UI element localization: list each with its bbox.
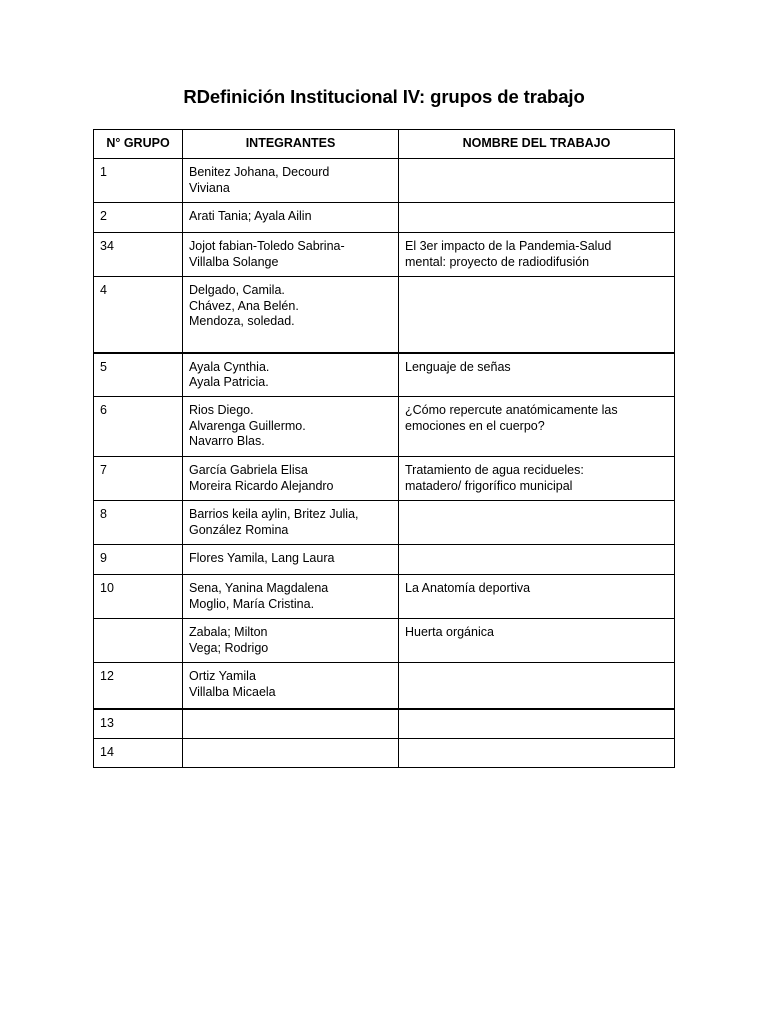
- work-name-line: emociones en el cuerpo?: [405, 418, 545, 433]
- group-number: 9: [100, 551, 107, 565]
- work-name-line: El 3er impacto de la Pandemia-Salud: [405, 239, 612, 253]
- members-cell: [183, 203, 399, 233]
- members-cell: [183, 457, 399, 501]
- member-line: Benitez Johana, Decourd: [189, 165, 330, 179]
- members-cell: [183, 709, 399, 739]
- document-title: RDefinición Institucional IV: grupos de trabajo: [183, 86, 585, 107]
- table-row: [94, 663, 675, 709]
- member-line: Moglio, María Cristina.: [189, 596, 315, 611]
- table-row: [94, 709, 675, 739]
- members-cell: [183, 397, 399, 457]
- member-line: García Gabriela Elisa: [189, 463, 308, 477]
- table-row: [94, 397, 675, 457]
- work-name-line: La Anatomía deportiva: [405, 581, 531, 595]
- member-line: Viviana: [189, 180, 230, 195]
- group-number-cell: [94, 545, 183, 575]
- group-number-cell: [94, 663, 183, 709]
- work-name-line: Huerta orgánica: [405, 625, 494, 639]
- group-number-cell: [94, 457, 183, 501]
- member-line: Rios Diego.: [189, 403, 254, 417]
- work-name-cell: [399, 739, 675, 768]
- member-line: Jojot fabian-Toledo Sabrina-: [189, 239, 345, 253]
- group-number-cell: [94, 739, 183, 768]
- members-cell: [183, 739, 399, 768]
- group-number-cell: [94, 575, 183, 619]
- member-line: González Romina: [189, 522, 289, 537]
- member-line: Navarro Blas.: [189, 434, 265, 448]
- table-row: [94, 277, 675, 353]
- header-members: INTEGRANTES: [183, 130, 399, 159]
- table-row: [94, 545, 675, 575]
- work-name-cell: [399, 277, 675, 353]
- member-line: Villalba Solange: [189, 254, 279, 269]
- work-name-cell: [399, 663, 675, 709]
- group-number: 34: [100, 239, 114, 253]
- work-name-line: ¿Cómo repercute anatómicamente las: [405, 403, 618, 417]
- header-work-name: NOMBRE DEL TRABAJO: [399, 130, 675, 159]
- member-line: Ortiz Yamila: [189, 669, 256, 683]
- work-name-cell: [399, 457, 675, 501]
- member-line: Moreira Ricardo Alejandro: [189, 478, 334, 493]
- member-line: Mendoza, soledad.: [189, 314, 295, 328]
- member-line: Sena, Yanina Magdalena: [189, 581, 329, 595]
- work-name-cell: [399, 545, 675, 575]
- work-name-cell: [399, 619, 675, 663]
- member-line: Barrios keila aylin, Britez Julia,: [189, 507, 359, 521]
- members-cell: [183, 277, 399, 353]
- work-name-cell: [399, 397, 675, 457]
- table-header-row: [94, 130, 675, 159]
- group-number-cell: [94, 501, 183, 545]
- member-line: Arati Tania; Ayala Ailin: [189, 209, 312, 223]
- groups-table: [93, 129, 675, 768]
- work-name-cell: [399, 709, 675, 739]
- group-number-cell: [94, 619, 183, 663]
- group-number-cell: [94, 233, 183, 277]
- group-number-cell: [94, 203, 183, 233]
- group-number-cell: [94, 159, 183, 203]
- group-number-cell: [94, 353, 183, 397]
- group-number-cell: [94, 277, 183, 353]
- group-number: 7: [100, 463, 107, 477]
- members-cell: [183, 619, 399, 663]
- work-name-cell: [399, 501, 675, 545]
- work-name-cell: [399, 353, 675, 397]
- work-name-cell: [399, 575, 675, 619]
- work-name-line: Lenguaje de señas: [405, 359, 511, 374]
- table-row: [94, 457, 675, 501]
- table-row: [94, 739, 675, 768]
- member-line: Alvarenga Guillermo.: [189, 418, 306, 433]
- group-number: 5: [100, 359, 107, 374]
- group-number: 4: [100, 283, 107, 297]
- members-cell: [183, 575, 399, 619]
- members-cell: [183, 545, 399, 575]
- member-line: Chávez, Ana Belén.: [189, 298, 299, 313]
- work-name-cell: [399, 203, 675, 233]
- table-row: [94, 501, 675, 545]
- table-row: [94, 159, 675, 203]
- member-line: Flores Yamila, Lang Laura: [189, 551, 335, 565]
- member-line: Ayala Patricia.: [189, 375, 269, 389]
- work-name-cell: [399, 233, 675, 277]
- group-number: 1: [100, 165, 107, 179]
- group-number: 12: [100, 669, 114, 683]
- members-cell: [183, 663, 399, 709]
- group-number: 6: [100, 403, 107, 417]
- member-line: Vega; Rodrigo: [189, 640, 269, 655]
- members-cell: [183, 353, 399, 397]
- group-number-cell: [94, 397, 183, 457]
- group-number: 10: [100, 581, 114, 595]
- members-cell: [183, 501, 399, 545]
- group-number: 14: [100, 745, 114, 759]
- table-row: [94, 619, 675, 663]
- members-cell: [183, 233, 399, 277]
- work-name-line: Tratamiento de agua recidueles:: [405, 463, 584, 477]
- work-name-line: mental: proyecto de radiodifusión: [405, 254, 590, 269]
- group-number: 13: [100, 715, 114, 730]
- member-line: Villalba Micaela: [189, 684, 276, 699]
- group-number-cell: [94, 709, 183, 739]
- header-group-number: N° GRUPO: [94, 130, 183, 159]
- table-row: [94, 575, 675, 619]
- member-line: Delgado, Camila.: [189, 283, 285, 297]
- work-name-cell: [399, 159, 675, 203]
- table-row: [94, 203, 675, 233]
- member-line: Ayala Cynthia.: [189, 359, 270, 374]
- group-number: 8: [100, 507, 107, 521]
- group-number: 2: [100, 209, 107, 223]
- member-line: Zabala; Milton: [189, 625, 268, 639]
- table-row: [94, 353, 675, 397]
- table-body: [94, 159, 675, 768]
- members-cell: [183, 159, 399, 203]
- work-name-line: matadero/ frigorífico municipal: [405, 478, 573, 493]
- table-row: [94, 233, 675, 277]
